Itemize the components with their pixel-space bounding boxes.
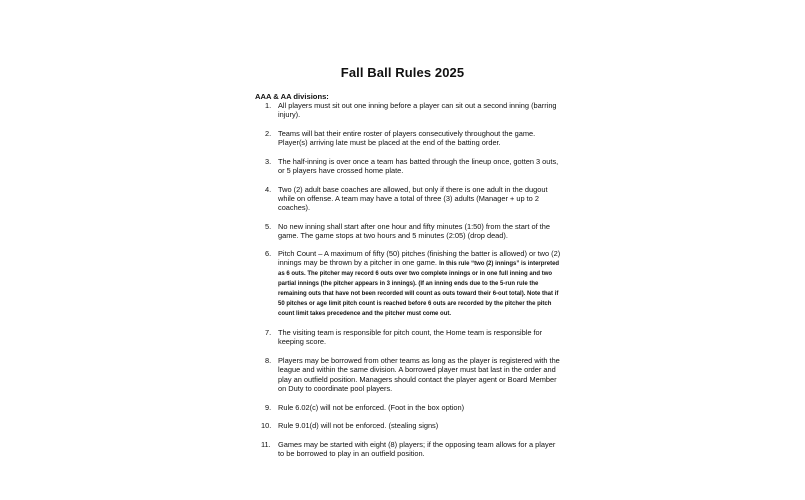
rule-text-block <box>278 250 562 318</box>
rule-number: 2. <box>265 129 272 138</box>
rule-item <box>262 101 562 119</box>
rule-item <box>262 157 562 175</box>
rule-text: Rule 6.02(c) will not be enforced. (Foot in the box option) <box>278 402 465 412</box>
rule-item <box>262 403 562 412</box>
rule-text: Teams will bat their entire roster of players consecutively throughout the game. Player(s) arriving late must be placed at the end of the batting order. <box>278 129 536 148</box>
document-title: Fall Ball Rules 2025 <box>340 65 465 80</box>
rule-number: 11. <box>261 440 271 450</box>
rule-text: Players may be borrowed from other teams as long as the player is registered with the league and within the same division. A borrowed player must bat last in the order and play an outfield position. Managers should contact the player agent or Board Member on Duty to coordinate pool players. <box>278 356 560 393</box>
rule-number: 10. <box>261 421 272 431</box>
rule-text: Rule 9.01(d) will not be enforced. (stealing signs) <box>278 421 439 431</box>
rule-text: The visiting team is responsible for pitch count, the Home team is responsible for keeping score. <box>278 328 543 347</box>
rule-text: No new inning shall start after one hour and fifty minutes (1:50) from the start of the game. The game stops at two hours and 5 minutes (2:05) (drop dead). <box>278 222 550 241</box>
rule-item <box>262 222 562 240</box>
rule-number: 8. <box>265 356 272 366</box>
rule-number: 7. <box>265 328 272 338</box>
rule-item <box>262 421 562 430</box>
rules-list <box>262 101 562 468</box>
rule-number: 6. <box>265 249 272 259</box>
rule-note: In this rule “two (2) innings” is interpreted as 6 outs. The pitcher may record 6 outs over two complete innings or in one full inning and two partial innings (the pitcher appears in 3 innings). (If an inning ends due to the 5-run rule the remaining outs that have not been recorded will count as outs toward their 6-out total). Note that if 50 pitches or age limit pitch count is reached before 6 outs are recorded by the pitcher the pitch count limit takes precedence and the pitcher must come out. <box>278 261 560 317</box>
rule-text: Games may be started with eight (8) players; if the opposing team allows for a player to be borrowed to play in an outfield position. <box>278 440 556 459</box>
rule-number: 9. <box>265 402 272 412</box>
section-heading: AAA & AA divisions: <box>255 92 329 101</box>
rule-text: All players must sit out one inning before a player can sit out a second inning (barring injury). <box>278 101 557 120</box>
rule-item <box>262 356 562 393</box>
rule-item <box>262 328 562 346</box>
rule-item <box>262 129 562 147</box>
rule-number: 1. <box>265 101 272 110</box>
rule-text: Two (2) adult base coaches are allowed, but only if there is one adult in the dugout while on offense. A team may have a total of three (3) adults (Manager + up to 2 coaches). <box>278 185 548 213</box>
rule-text: The half-inning is over once a team has batted through the lineup once, gotten 3 outs, or 5 players have crossed home plate. <box>278 157 559 176</box>
rule-item <box>262 440 562 458</box>
rule-text: Pitch Count – A maximum of fifty (50) pitches (finishing the batter is allowed) or two (2) innings may be thrown by a pitcher in one game. <box>278 249 561 268</box>
rule-number: 5. <box>265 222 272 232</box>
rule-item <box>262 185 562 213</box>
rule-number: 3. <box>265 157 272 166</box>
rule-item <box>262 250 562 318</box>
rule-number: 4. <box>265 185 272 194</box>
